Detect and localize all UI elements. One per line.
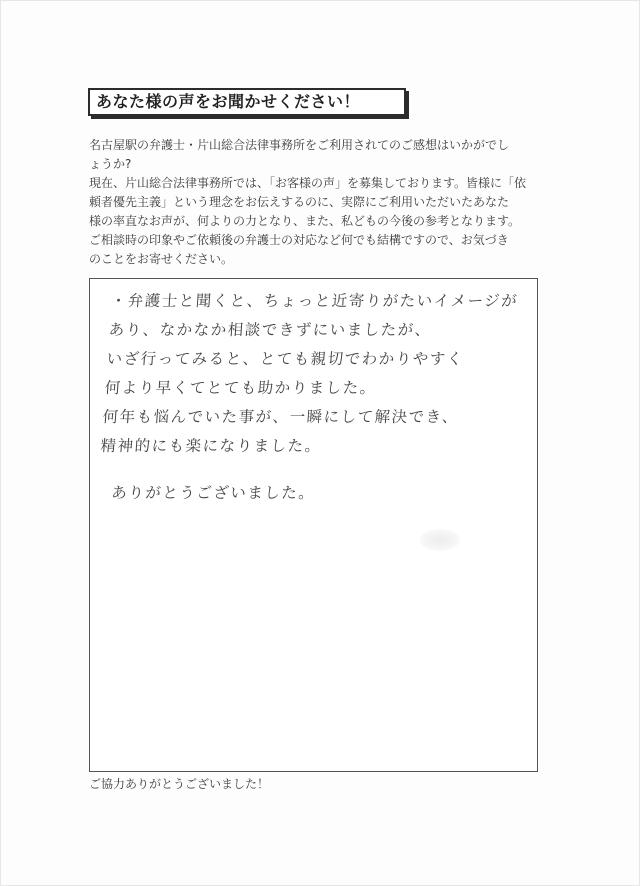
handwritten-response-box (89, 278, 538, 772)
response-line: いざ行ってみると、とても親切でわかりやすく (106, 350, 465, 368)
response-line: あり、なかなか相談できずにいましたが、 (108, 321, 433, 339)
intro-line: 様の率直なお声が、何よりの力となり、また、私どもの今後の参考となります。 (89, 214, 521, 228)
response-line: 精神的にも楽になりました。 (99, 437, 323, 455)
intro-line: ご相談時の印象やご依頼後の弁護士の対応など何でも結構ですので、お気づき (89, 233, 509, 247)
intro-line: 頼者優先主義」という理念をお伝えするのに、実際にご利用いただいたあなた (89, 195, 510, 209)
intro-line: のことをお寄せください。 (89, 252, 234, 266)
intro-text (89, 136, 559, 269)
handwritten-response (96, 287, 531, 508)
response-closing: ありがとうございました。 (110, 484, 316, 502)
page-title: あなた様の声をお聞かせください！ (88, 88, 406, 116)
intro-line: ょうか? (89, 157, 132, 171)
response-line: 何年も悩んでいた事が、一瞬にして解決でき、 (102, 408, 460, 426)
intro-line: 現在、片山総合法律事務所では、「お客様の声」を募集しております。皆様に「依 (89, 176, 527, 190)
response-line: 何より早くてとても助かりました。 (104, 379, 378, 397)
footer-thanks: ご協力ありがとうございました！ (89, 777, 270, 791)
response-line: ・弁護士と聞くと、ちょっと近寄りがたいイメージが (110, 292, 519, 310)
scan-smudge (420, 529, 460, 551)
intro-line: 名古屋駅の弁護士・片山総合法律事務所をご利用されてのご感想はいかがでし (89, 138, 510, 152)
